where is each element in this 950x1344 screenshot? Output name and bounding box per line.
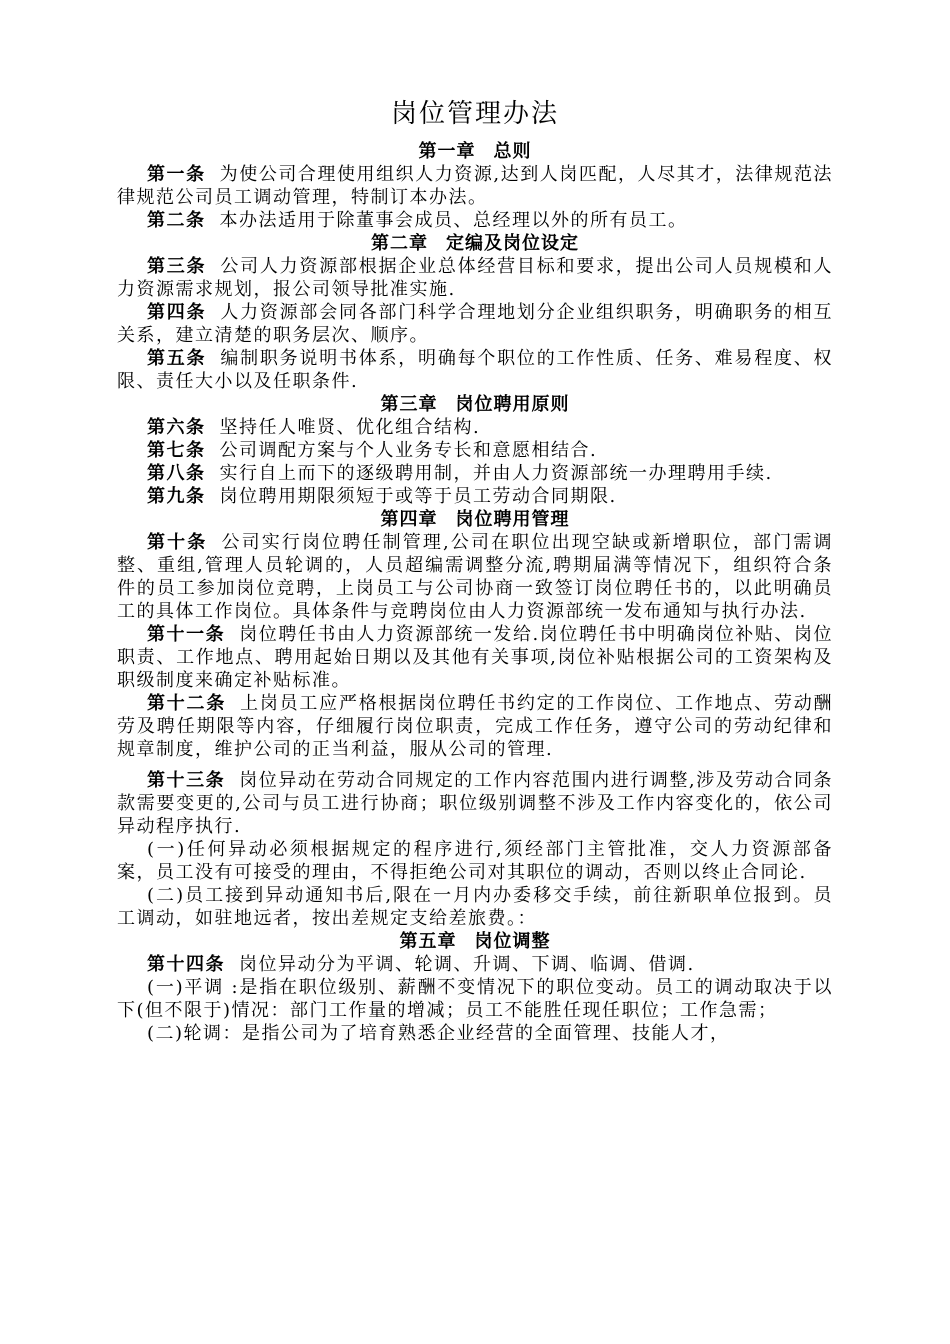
article-paragraph (117, 301, 833, 347)
article-label: 第四条 (147, 302, 207, 323)
article-text: (二)员工接到异动通知书后,限在一月内办委移交手续，前往新职单位报到。员工调动，如驻地远者，按出差规定支给差旅费。： (117, 885, 833, 929)
article-label: 第二条 (147, 210, 206, 231)
article-label: 第七条 (147, 440, 206, 461)
article-paragraph (117, 347, 833, 393)
chapter-name: 总则 (493, 141, 532, 162)
article-text: 上岗员工应严格根据岗位聘任书约定的工作岗位、工作地点、劳动酬劳及聘任期限等内容，仔细履行岗位职责，完成工作任务，遵守公司的劳动纪律和规章制度，维护公司的正当利益，服从公司的管理. (117, 693, 833, 760)
chapter-number: 第一章 (418, 141, 476, 162)
article-paragraph (117, 462, 833, 485)
article-label: 第十条 (147, 532, 208, 553)
sub-item-paragraph (117, 884, 833, 930)
article-text: 坚持任人唯贤、优化组合结构. (219, 417, 481, 438)
document-body (117, 140, 833, 1045)
article-text: 本办法适用于除董事会成员、总经理以外的所有员工。 (219, 210, 688, 231)
article-paragraph (117, 439, 833, 462)
article-label: 第八条 (147, 463, 206, 484)
article-text: 为使公司合理使用组织人力资源,达到人岗匹配，人尽其才，法律规范法律规范公司员工调动管理，特制订本办法。 (117, 164, 834, 208)
chapter-heading (117, 930, 833, 953)
article-label: 第五条 (147, 348, 207, 369)
article-label: 第九条 (147, 486, 206, 507)
article-text: 岗位异动分为平调、轮调、升调、下调、临调、借调. (239, 954, 695, 975)
document-title: 岗位管理办法 (390, 99, 559, 129)
article-label: 第十二条 (147, 693, 227, 714)
chapter-heading (117, 393, 833, 416)
sub-item-paragraph (117, 976, 833, 1022)
article-text: 实行自上而下的逐级聘用制，并由人力资源部统一办理聘用手续. (219, 463, 773, 484)
article-paragraph (117, 623, 833, 692)
chapter-name: 岗位聘用管理 (455, 509, 570, 530)
article-text: (二)轮调：是指公司为了培育熟悉企业经营的全面管理、技能人才， (147, 1023, 730, 1044)
article-paragraph (117, 769, 833, 838)
article-text: 岗位聘用期限须短于或等于员工劳动合同期限. (219, 486, 617, 507)
article-label: 第三条 (147, 256, 207, 277)
article-paragraph (117, 531, 833, 623)
article-paragraph (117, 953, 833, 976)
chapter-name: 岗位调整 (474, 931, 551, 952)
chapter-heading (117, 508, 833, 531)
article-label: 第一条 (147, 164, 206, 185)
sub-item-paragraph (117, 1022, 833, 1045)
article-text: 岗位异动在劳动合同规定的工作内容范围内进行调整,涉及劳动合同条款需要变更的,公司与员工进行协商；职位级别调整不涉及工作内容变化的，依公司异动程序执行. (117, 770, 834, 837)
chapter-number: 第三章 (380, 394, 438, 415)
article-text: (一)平调 :是指在职位级别、薪酬不变情况下的职位变动。员工的调动取决于以下(但不限于)情况：部门工作量的增减；员工不能胜任现任职位；工作急需； (117, 977, 833, 1021)
article-text: 公司实行岗位聘任制管理,公司在职位出现空缺或新增职位，部门需调整、重组,管理人员轮调的，人员超编需调整分流,聘期届满等情况下，组织符合条件的员工参加岗位竞聘，上岗员工与公司协商一致签订岗位聘任书的，以此明确员工的具体工作岗位。具体条件与竞聘岗位由人力资源部统一发布通知与执行办法. (117, 532, 834, 622)
chapter-number: 第五章 (399, 931, 457, 952)
article-text: 人力资源部会同各部门科学合理地划分企业组织职务，明确职务的相互关系，建立清楚的职务层次、顺序。 (117, 302, 834, 346)
article-paragraph (117, 163, 833, 209)
chapter-number: 第二章 (371, 233, 428, 254)
article-paragraph (117, 255, 833, 301)
article-paragraph (117, 416, 833, 439)
article-text: 公司调配方案与个人业务专长和意愿相结合. (219, 440, 598, 461)
chapter-name: 岗位聘用原则 (455, 394, 570, 415)
article-label: 第十三条 (147, 770, 226, 791)
chapter-heading (117, 140, 833, 163)
article-label: 第六条 (147, 417, 206, 438)
article-paragraph (117, 209, 833, 232)
article-text: 公司人力资源部根据企业总体经营目标和要求，提出公司人员规模和人力资源需求规划，报公司领导批准实施. (117, 256, 834, 300)
article-paragraph (117, 692, 833, 761)
chapter-number: 第四章 (380, 509, 438, 530)
article-text: 岗位聘任书由人力资源部统一发给.岗位聘任书中明确岗位补贴、岗位职责、工作地点、聘用起始日期以及其他有关事项,岗位补贴根据公司的工资架构及职级制度来确定补贴标准。 (117, 624, 834, 691)
article-text: 编制职务说明书体系，明确每个职位的工作性质、任务、难易程度、权限、责任大小以及任职条件. (117, 348, 834, 392)
article-text: (一)任何异动必须根据规定的程序进行,须经部门主管批准，交人力资源部备案，员工没有可接受的理由，不得拒绝公司对其职位的调动，否则以终止合同论. (117, 839, 833, 883)
sub-item-paragraph (117, 838, 833, 884)
chapter-name: 定编及岗位设定 (446, 233, 579, 254)
article-label: 第十四条 (147, 954, 225, 975)
article-label: 第十一条 (147, 624, 226, 645)
article-paragraph (117, 485, 833, 508)
chapter-heading (117, 232, 833, 255)
